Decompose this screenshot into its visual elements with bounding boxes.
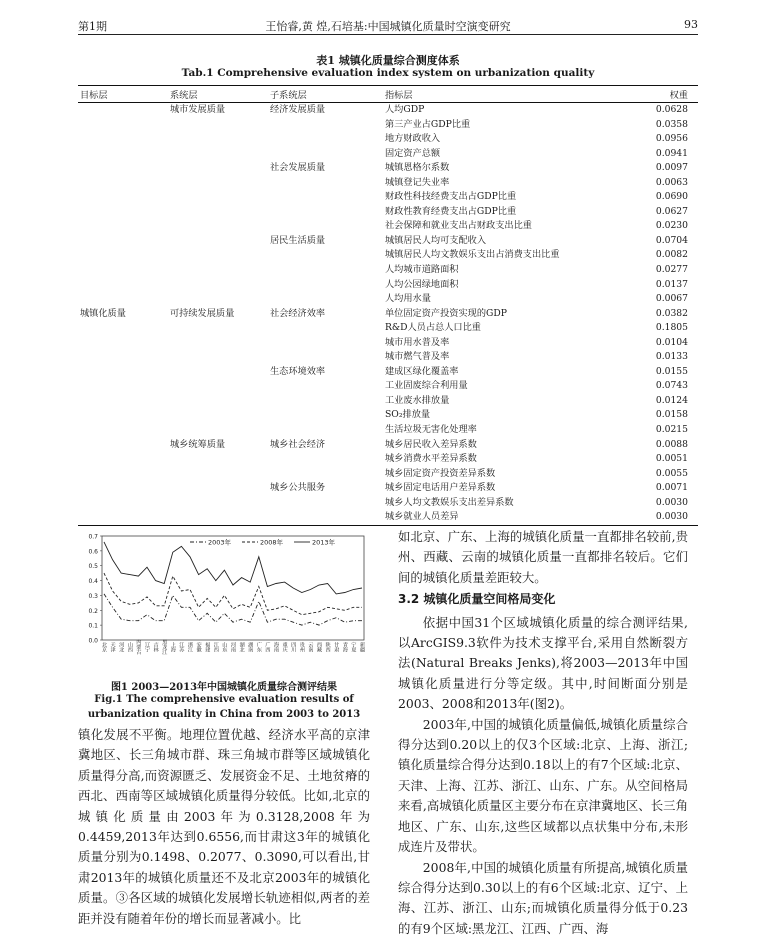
issue-number: 第1期 <box>78 18 107 34</box>
x-tick-label: 山东 <box>221 640 227 653</box>
subsystem-layer-cell: 城乡社会经济 <box>268 438 383 453</box>
body-text-right <box>398 527 688 939</box>
table-row <box>78 423 698 438</box>
x-tick-label: 湖南 <box>247 640 253 653</box>
x-tick-label: 湖北 <box>239 640 245 653</box>
target-layer-cell <box>78 248 168 263</box>
page-number: 93 <box>684 18 698 31</box>
x-tick-label: 江苏 <box>178 640 184 653</box>
indicator-cell: 固定资产总额 <box>383 147 633 162</box>
indicator-cell: 人均城市道路面积 <box>383 263 633 278</box>
subsystem-layer-cell <box>268 132 383 147</box>
indicator-cell: 生活垃圾无害化处理率 <box>383 423 633 438</box>
table-row <box>78 263 698 278</box>
table-row <box>78 292 698 307</box>
target-layer-cell <box>78 118 168 133</box>
subsystem-layer-cell: 社会发展质量 <box>268 161 383 176</box>
system-layer-cell <box>168 408 268 423</box>
body-text-left <box>78 725 370 929</box>
target-layer-cell <box>78 452 168 467</box>
table-row <box>78 190 698 205</box>
target-layer-cell <box>78 219 168 234</box>
x-tick-label: 安徽 <box>195 640 201 653</box>
subsystem-layer-cell <box>268 278 383 293</box>
header-indicator-layer: 指标层 <box>383 86 633 103</box>
target-layer-cell <box>78 132 168 147</box>
weight-cell: 0.0124 <box>633 394 698 409</box>
target-layer-cell <box>78 263 168 278</box>
system-layer-cell: 可持续发展质量 <box>168 307 268 322</box>
indicator-cell: 城镇恩格尔系数 <box>383 161 633 176</box>
weight-cell: 0.0104 <box>633 336 698 351</box>
figure-caption-zh: 图1 2003—2013年中国城镇化质量综合测评结果 <box>78 678 370 693</box>
subsystem-layer-cell <box>268 467 383 482</box>
x-tick-label: 广西 <box>264 640 270 652</box>
table-row <box>78 176 698 191</box>
x-tick-label: 山西 <box>127 640 133 652</box>
subsystem-layer-cell: 生态环境效率 <box>268 365 383 380</box>
chart-legend <box>190 538 336 547</box>
system-layer-cell <box>168 510 268 525</box>
subsystem-layer-cell <box>268 336 383 351</box>
system-layer-cell <box>168 118 268 133</box>
indicator-cell: 城镇居民人均文教娱乐支出占消费支出比重 <box>383 248 633 263</box>
table-row <box>78 248 698 263</box>
subsystem-layer-cell <box>268 394 383 409</box>
system-layer-cell <box>168 205 268 220</box>
table-row <box>78 278 698 293</box>
subsystem-layer-cell <box>268 452 383 467</box>
target-layer-cell <box>78 408 168 423</box>
legend-label: 2003年 <box>208 538 232 547</box>
x-tick-label: 陕西 <box>324 640 330 652</box>
table-row <box>78 219 698 234</box>
table-row <box>78 365 698 380</box>
legend-label: 2008年 <box>260 538 284 547</box>
subsystem-layer-cell: 居民生活质量 <box>268 234 383 249</box>
weight-cell: 0.0704 <box>633 234 698 249</box>
system-layer-cell <box>168 481 268 496</box>
system-layer-cell <box>168 350 268 365</box>
x-tick-label: 宁夏 <box>350 640 356 653</box>
x-tick-label: 吉林 <box>152 640 158 653</box>
weight-cell: 0.0941 <box>633 147 698 162</box>
indicator-cell: 城乡消费水平差异系数 <box>383 452 633 467</box>
target-layer-cell <box>78 190 168 205</box>
system-layer-cell <box>168 219 268 234</box>
subsystem-layer-cell <box>268 176 383 191</box>
x-tick-label: 四川 <box>290 641 296 653</box>
weight-cell: 0.0382 <box>633 307 698 322</box>
indicator-cell: 工业废水排放量 <box>383 394 633 409</box>
target-layer-cell <box>78 161 168 176</box>
indicator-cell: 工业固废综合利用量 <box>383 379 633 394</box>
series-line-2013年 <box>104 542 362 594</box>
subsystem-layer-cell <box>268 379 383 394</box>
indicator-cell: R&D人员占总人口比重 <box>383 321 633 336</box>
target-layer-cell <box>78 438 168 453</box>
header-rule <box>78 34 698 35</box>
weight-cell: 0.0215 <box>633 423 698 438</box>
chart-axes <box>88 534 365 657</box>
table-caption-en: Tab.1 Comprehensive evaluation index system on urbanization quality <box>0 67 776 79</box>
table-row <box>78 336 698 351</box>
target-layer-cell <box>78 423 168 438</box>
x-tick-label: 北京 <box>101 640 107 653</box>
table-row <box>78 379 698 394</box>
subsystem-layer-cell <box>268 118 383 133</box>
subsystem-layer-cell: 经济发展质量 <box>268 103 383 118</box>
x-tick-label: 上海 <box>169 640 175 652</box>
paragraph: 依据中国31个区域城镇化质量的综合测评结果,以ArcGIS9.3软件为技术支撑平台,采用自然断裂方法(Natural Breaks Jenks),将2003—2013年中国城镇化质量进行分等定级。其中,时间断面分别是2003、2008和2013年(图2)。 <box>398 613 688 715</box>
weight-cell: 0.0627 <box>633 205 698 220</box>
system-layer-cell <box>168 321 268 336</box>
system-layer-cell <box>168 292 268 307</box>
indicator-cell: 城市用水普及率 <box>383 336 633 351</box>
weight-cell: 0.1805 <box>633 321 698 336</box>
indicator-cell: 城乡固定电话用户差异系数 <box>383 481 633 496</box>
indicator-cell: 城乡人均文教娱乐支出差异系数 <box>383 496 633 511</box>
table-row <box>78 307 698 322</box>
subsystem-layer-cell <box>268 510 383 525</box>
header-subsystem-layer: 子系统层 <box>268 86 383 103</box>
chart-series <box>104 542 362 625</box>
indicator-cell: 第三产业占GDP比重 <box>383 118 633 133</box>
target-layer-cell <box>78 205 168 220</box>
x-tick-label: 内蒙古 <box>135 638 141 656</box>
x-tick-label: 河南 <box>230 641 236 653</box>
system-layer-cell <box>168 263 268 278</box>
weight-cell: 0.0277 <box>633 263 698 278</box>
weight-cell: 0.0956 <box>633 132 698 147</box>
indicator-cell: 单位固定资产投资实现的GDP <box>383 307 633 322</box>
subsystem-layer-cell <box>268 292 383 307</box>
target-layer-cell <box>78 394 168 409</box>
subsystem-layer-cell <box>268 496 383 511</box>
system-layer-cell <box>168 496 268 511</box>
table-row <box>78 350 698 365</box>
table-row <box>78 408 698 423</box>
subsystem-layer-cell <box>268 350 383 365</box>
x-tick-label: 西藏 <box>316 640 322 653</box>
target-layer-cell <box>78 496 168 511</box>
weight-cell: 0.0137 <box>633 278 698 293</box>
target-layer-cell <box>78 103 168 118</box>
y-tick-label: 0.4 <box>88 578 98 585</box>
subsystem-layer-cell <box>268 321 383 336</box>
system-layer-cell <box>168 467 268 482</box>
system-layer-cell <box>168 176 268 191</box>
target-layer-cell <box>78 147 168 162</box>
y-tick-label: 0.2 <box>88 608 98 615</box>
indicator-cell: 城镇登记失业率 <box>383 176 633 191</box>
system-layer-cell <box>168 278 268 293</box>
weight-cell: 0.0628 <box>633 103 698 118</box>
y-tick-label: 0.1 <box>88 623 98 630</box>
x-tick-label: 甘肃 <box>333 640 339 653</box>
system-layer-cell <box>168 248 268 263</box>
subsystem-layer-cell <box>268 205 383 220</box>
weight-cell: 0.0055 <box>633 467 698 482</box>
table-row <box>78 510 698 525</box>
figure-caption-en-line1: Fig.1 The comprehensive evaluation results of <box>78 694 370 705</box>
y-tick-label: 0.6 <box>88 548 98 555</box>
subsystem-layer-cell: 社会经济效率 <box>268 307 383 322</box>
table-row <box>78 132 698 147</box>
series-line-2008年 <box>104 573 362 615</box>
target-layer-cell <box>78 365 168 380</box>
table-row <box>78 161 698 176</box>
x-tick-label: 云南 <box>307 641 313 653</box>
system-layer-cell <box>168 379 268 394</box>
weight-cell: 0.0088 <box>633 438 698 453</box>
weight-cell: 0.0133 <box>633 350 698 365</box>
x-tick-label: 黑龙江 <box>161 638 167 656</box>
table-row <box>78 147 698 162</box>
weight-cell: 0.0071 <box>633 481 698 496</box>
table-caption-zh: 表1 城镇化质量综合测度体系 <box>0 52 776 68</box>
weight-cell: 0.0030 <box>633 510 698 525</box>
subsystem-layer-cell <box>268 190 383 205</box>
indicator-cell: 地方财政收入 <box>383 132 633 147</box>
table-row <box>78 467 698 482</box>
subsystem-layer-cell <box>268 219 383 234</box>
table-header-row <box>78 86 698 103</box>
figure-caption-en-line2: urbanization quality in China from 2003 to 2013 <box>78 709 370 720</box>
system-layer-cell <box>168 452 268 467</box>
x-tick-label: 福建 <box>204 640 210 653</box>
system-layer-cell: 城乡统筹质量 <box>168 438 268 453</box>
weight-cell: 0.0063 <box>633 176 698 191</box>
table-row <box>78 205 698 220</box>
indicator-cell: SO₂排放量 <box>383 408 633 423</box>
y-tick-label: 0.5 <box>88 563 98 570</box>
x-tick-label: 江西 <box>212 640 218 652</box>
indicator-cell: 社会保障和就业支出占财政支出比重 <box>383 219 633 234</box>
target-layer-cell <box>78 336 168 351</box>
target-layer-cell <box>78 510 168 525</box>
target-layer-cell <box>78 176 168 191</box>
indicator-cell: 财政性教育经费支出占GDP比重 <box>383 205 633 220</box>
indicator-cell: 城市燃气普及率 <box>383 350 633 365</box>
indicator-cell: 城镇居民人均可支配收入 <box>383 234 633 249</box>
subsystem-layer-cell <box>268 423 383 438</box>
table-row <box>78 438 698 453</box>
system-layer-cell <box>168 190 268 205</box>
section-heading: 3.2 城镇化质量空间格局变化 <box>398 589 688 609</box>
x-tick-label: 浙江 <box>187 640 193 653</box>
indicator-cell: 城乡居民收入差异系数 <box>383 438 633 453</box>
y-tick-label: 0.7 <box>88 534 98 541</box>
system-layer-cell <box>168 394 268 409</box>
x-tick-label: 河北 <box>118 641 124 653</box>
target-layer-cell <box>78 234 168 249</box>
weight-cell: 0.0155 <box>633 365 698 380</box>
table-row <box>78 452 698 467</box>
x-tick-label: 辽宁 <box>144 640 150 653</box>
header-weight: 权重 <box>633 86 698 103</box>
legend-label: 2013年 <box>312 538 336 547</box>
paragraph: 2003年,中国的城镇化质量偏低,城镇化质量综合得分达到0.20以上的仅3个区域:北京、上海、浙江;镇化质量综合得分达到0.18以上的有7个区域:北京、天津、上海、江苏、浙江、山东、广东。从空间格局来看,高城镇化质量区主要分布在京津冀地区、长三角地区、广东、山东,这些区域都以点状集中分布,未形成连片及带状。 <box>398 715 688 858</box>
weight-cell: 0.0743 <box>633 379 698 394</box>
x-tick-label: 天津 <box>109 641 115 653</box>
paragraph: 如北京、广东、上海的城镇化质量一直都排名较前,贵州、西藏、云南的城镇化质量一直都排名较后。它们间的城镇化质量差距较大。 <box>398 527 688 588</box>
weight-cell: 0.0690 <box>633 190 698 205</box>
subsystem-layer-cell: 城乡公共服务 <box>268 481 383 496</box>
y-tick-label: 0.0 <box>88 638 98 645</box>
target-layer-cell <box>78 350 168 365</box>
weight-cell: 0.0067 <box>633 292 698 307</box>
x-tick-label: 贵州 <box>298 640 304 653</box>
target-layer-cell <box>78 321 168 336</box>
subsystem-layer-cell <box>268 147 383 162</box>
header-target-layer: 目标层 <box>78 86 168 103</box>
table-row <box>78 103 698 118</box>
system-layer-cell <box>168 132 268 147</box>
table-row <box>78 394 698 409</box>
x-tick-label: 重庆 <box>281 640 287 653</box>
system-layer-cell <box>168 147 268 162</box>
line-chart <box>78 528 368 680</box>
subsystem-layer-cell <box>268 263 383 278</box>
target-layer-cell: 城镇化质量 <box>78 307 168 322</box>
x-tick-label: 海南 <box>273 640 279 653</box>
system-layer-cell: 城市发展质量 <box>168 103 268 118</box>
weight-cell: 0.0358 <box>633 118 698 133</box>
target-layer-cell <box>78 379 168 394</box>
subsystem-layer-cell <box>268 248 383 263</box>
system-layer-cell <box>168 336 268 351</box>
paragraph: 镇化发展不平衡。地理位置优越、经济水平高的京津冀地区、长三角城市群、珠三角城市群等区域城镇化质量得分高,而资源匮乏、发展资金不足、土地贫瘠的西北、西南等区域城镇化质量得分较低。比如,北京的城镇化质量由2003年为0.3128,2008年为0.4459,2013年达到0.6556,而甘肃这3年的城镇化质量分别为0.1498、0.2077、0.3090,可以看出,甘肃2013年的城镇化质量还不及北京2003年的城镇化质量。③各区域的城镇化发展增长轨迹相似,两者的差距并没有随着年份的增长而显著减小。比 <box>78 725 370 929</box>
indicator-cell: 人均GDP <box>383 103 633 118</box>
indicator-cell: 人均公园绿地面积 <box>383 278 633 293</box>
table-row <box>78 481 698 496</box>
system-layer-cell <box>168 234 268 249</box>
weight-cell: 0.0097 <box>633 161 698 176</box>
index-system-table <box>78 85 698 526</box>
target-layer-cell <box>78 481 168 496</box>
target-layer-cell <box>78 292 168 307</box>
weight-cell: 0.0158 <box>633 408 698 423</box>
indicator-cell: 城乡就业人员差异 <box>383 510 633 525</box>
system-layer-cell <box>168 365 268 380</box>
target-layer-cell <box>78 278 168 293</box>
x-tick-label: 新疆 <box>359 640 365 652</box>
subsystem-layer-cell <box>268 408 383 423</box>
weight-cell: 0.0030 <box>633 496 698 511</box>
system-layer-cell <box>168 423 268 438</box>
system-layer-cell <box>168 161 268 176</box>
x-tick-label: 广东 <box>255 640 261 653</box>
indicator-cell: 城乡固定资产投资差异系数 <box>383 467 633 482</box>
weight-cell: 0.0082 <box>633 248 698 263</box>
table-row <box>78 496 698 511</box>
table-row <box>78 118 698 133</box>
x-tick-label: 青海 <box>341 640 347 652</box>
indicator-cell: 人均用水量 <box>383 292 633 307</box>
paragraph: 2008年,中国的城镇化质量有所提高,城镇化质量综合得分达到0.30以上的有6个区域:北京、辽宁、上海、江苏、浙江、山东;而城镇化质量得分低于0.23的有9个区域:黑龙江、江西、广西、海 <box>398 858 688 939</box>
indicator-cell: 财政性科技经费支出占GDP比重 <box>383 190 633 205</box>
y-tick-label: 0.3 <box>88 593 98 600</box>
table-row <box>78 321 698 336</box>
header-system-layer: 系统层 <box>168 86 268 103</box>
plot-frame <box>102 536 364 640</box>
running-title: 王怡睿,黄 煌,石培基:中国城镇化质量时空演变研究 <box>78 18 698 34</box>
weight-cell: 0.0230 <box>633 219 698 234</box>
indicator-cell: 建成区绿化覆盖率 <box>383 365 633 380</box>
table-row <box>78 234 698 249</box>
target-layer-cell <box>78 467 168 482</box>
weight-cell: 0.0051 <box>633 452 698 467</box>
